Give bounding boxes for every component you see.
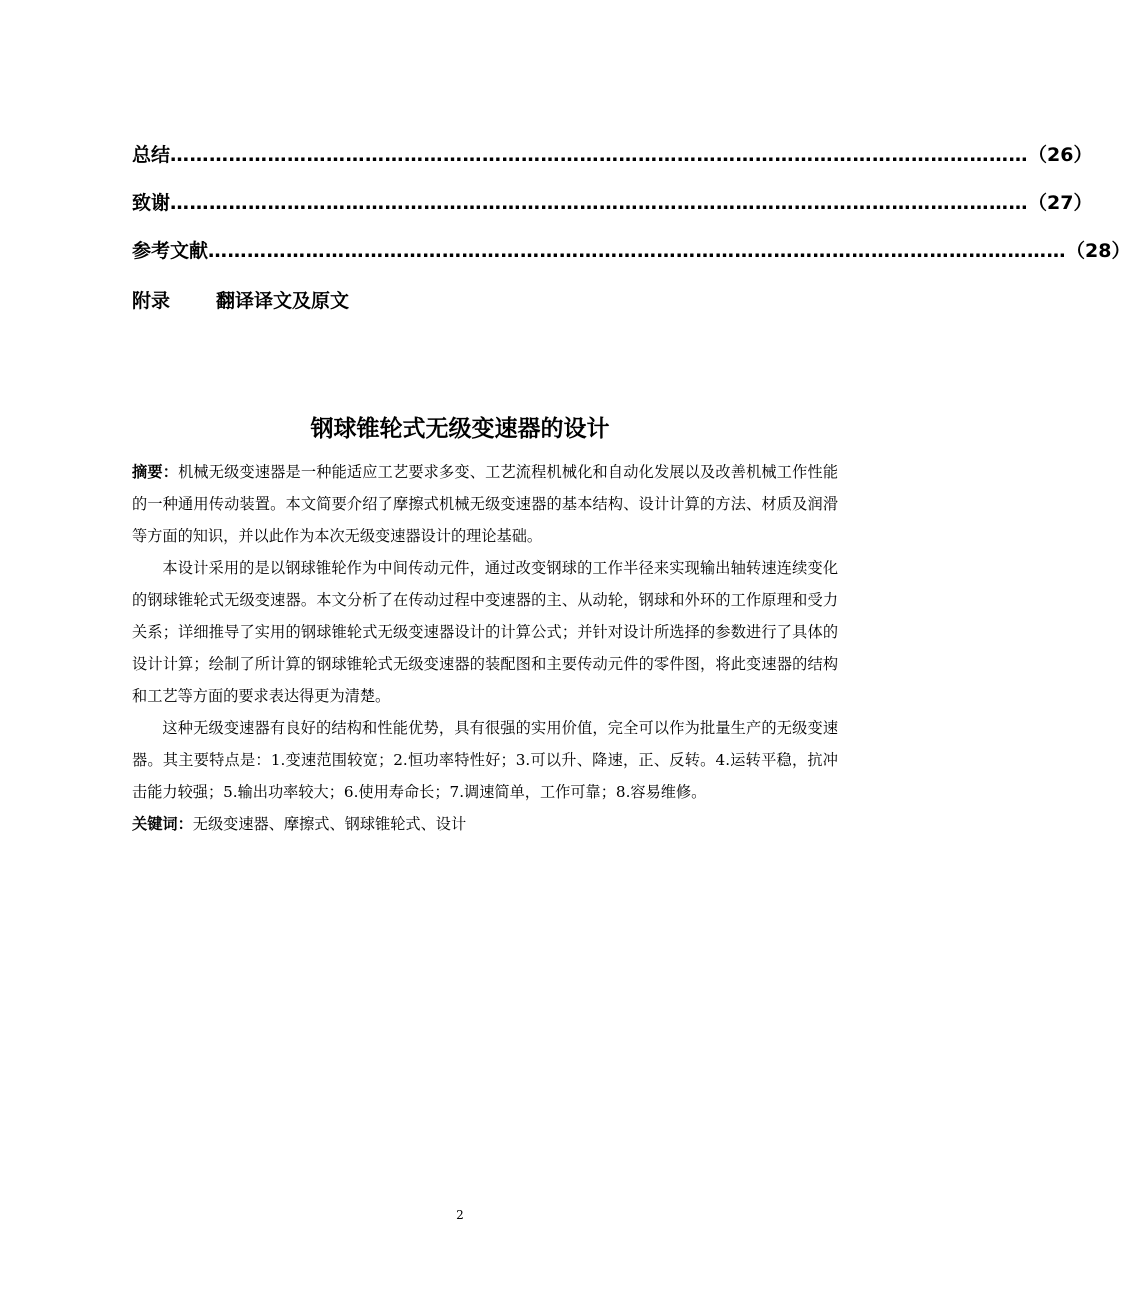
toc-entry-appendix[interactable] (132, 286, 349, 313)
toc-entry-page: （28） (1066, 240, 1130, 262)
toc-leader-dots: …………………………………………………………………………………………………………………… (170, 192, 1029, 214)
abstract-paragraph (132, 456, 838, 552)
keywords-text: 无级变速器、摩擦式、钢球锥轮式、设计 (192, 815, 467, 833)
appendix-title: 翻译译文及原文 (216, 290, 350, 312)
abstract-label: 摘要： (132, 463, 179, 481)
document-title: 钢球锥轮式无级变速器的设计 (310, 416, 610, 442)
toc-entry-title: 参考文献 (132, 240, 209, 262)
page-number: 2 (456, 1208, 464, 1222)
abstract-paragraph: 这种无级变速器有良好的结构和性能优势，具有很强的实用价值，完全可以作为批量生产的无级变速器。其主要特点是：1.变速范围较宽；2.恒功率特性好；3.可以升、降速，正、反转。4.运转平稳，抗冲击能力较强；5.输出功率较大；6.使用寿命长；7.调速简单，工作可靠；8.容易维修。 (132, 719, 838, 801)
toc-leader-dots: …………………………………………………………………………………………………………………… (170, 144, 1029, 166)
toc-entry-title: 致谢 (132, 192, 171, 214)
keywords-line (132, 808, 838, 840)
appendix-label: 附录 (132, 290, 171, 312)
abstract-text: 机械无级变速器是一种能适应工艺要求多变、工艺流程机械化和自动化发展以及改善机械工作性能的一种通用传动装置。本文简要介绍了摩擦式机械无级变速器的基本结构、设计计算的方法、材质及润滑等方面的知识，并以此作为本次无级变速器设计的理论基础。 (132, 463, 839, 545)
keywords-label: 关键词： (132, 815, 193, 833)
toc-entry-references[interactable] (132, 236, 1130, 284)
toc-entry-summary[interactable] (132, 140, 1093, 188)
abstract-section (132, 456, 838, 840)
table-of-contents (132, 140, 1130, 284)
toc-entry-page: （27） (1028, 192, 1093, 214)
abstract-paragraph: 本设计采用的是以钢球锥轮作为中间传动元件，通过改变钢球的工作半径来实现输出轴转速连续变化的钢球锥轮式无级变速器。本文分析了在传动过程中变速器的主、从动轮，钢球和外环的工作原理和受力关系；详细推导了实用的钢球锥轮式无级变速器设计的计算公式；并针对设计所选择的参数进行了具体的设计计算；绘制了所计算的钢球锥轮式无级变速器的装配图和主要传动元件的零件图，将此变速器的结构和工艺等方面的要求表达得更为清楚。 (132, 559, 838, 705)
toc-entry-title: 总结 (132, 144, 171, 166)
toc-entry-page: （26） (1028, 144, 1093, 166)
toc-entry-acknowledgements[interactable] (132, 188, 1093, 236)
toc-leader-dots: …………………………………………………………………………………………………………………… (208, 240, 1067, 262)
